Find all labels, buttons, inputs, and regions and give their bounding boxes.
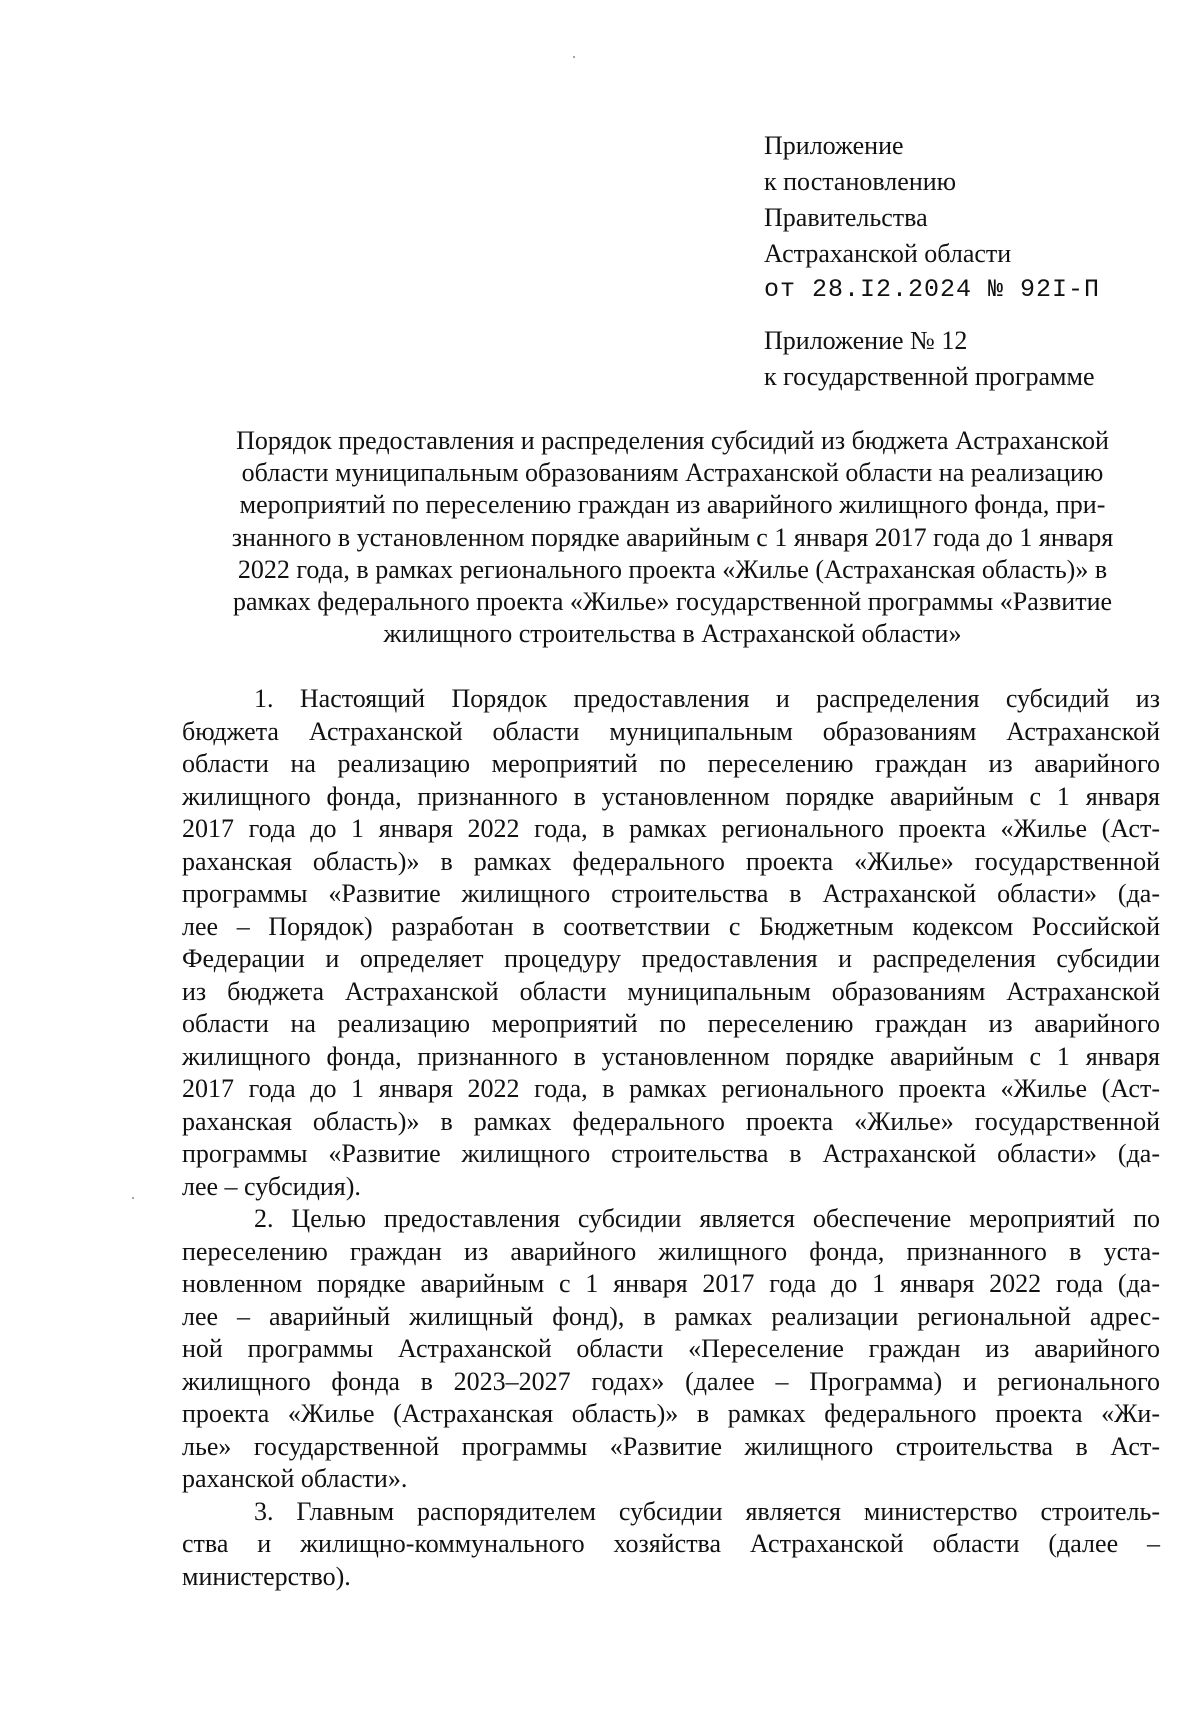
annex-line: к государственной программе: [764, 362, 1095, 391]
annex-line: Приложение № 12: [764, 326, 968, 355]
title-line: знанного в установленном порядке аварийным с 1 января 2017 года до 1 января: [231, 522, 1114, 552]
scan-speck: [132, 1197, 134, 1199]
paragraph-3-line: министерство).: [182, 1561, 351, 1591]
title-line: рамках федерального проекта «Жилье» государственной программы «Развитие: [232, 587, 1113, 617]
paragraph-2-line: жилищного фонда в 2023–2027 годах» (далее – Программа) и регионального: [182, 1366, 1160, 1396]
paragraph-1-line: жилищного фонда, признанного в установленном порядке аварийным с 1 января: [182, 781, 1160, 811]
paragraph-1-line: 2017 года до 1 января 2022 года, в рамках регионального проекта «Жилье (Аст-: [182, 1074, 1160, 1103]
title-line: 2022 года, в рамках регионального проекта «Жилье (Астраханская область)» в: [237, 554, 1108, 584]
paragraph-2-line: проекта «Жилье (Астраханская область)» в рамках федерального проекта «Жи-: [182, 1399, 1160, 1428]
paragraph-1-line: программы «Развитие жилищного строительства в Астраханской области» (да-: [182, 879, 1160, 908]
title-line: Порядок предоставления и распределения субсидий из бюджета Астраханской: [236, 426, 1109, 455]
paragraph-1-line: Федерации и определяет процедуру предоставления и распределения субсидии: [182, 944, 1160, 973]
paragraph-2-line: 2. Целью предоставления субсидии является обеспечение мероприятий по: [254, 1204, 1160, 1233]
paragraph-1-line: программы «Развитие жилищного строительства в Астраханской области» (да-: [182, 1139, 1160, 1168]
paragraph-1-line: бюджета Астраханской области муниципальным образованиям Астраханской: [182, 716, 1160, 746]
annex-block: [764, 323, 1095, 395]
title-line: жилищного строительства в Астраханской области»: [383, 619, 962, 649]
paragraph-2-line: ной программы Астраханской области «Переселение граждан из аварийного: [182, 1334, 1160, 1363]
paragraph-1-line: лее – субсидия).: [182, 1171, 361, 1201]
paragraph-2-line: новленном порядке аварийным с 1 января 2017 года до 1 января 2022 года (да-: [182, 1269, 1160, 1298]
paragraph-3-line: 3. Главным распорядителем субсидии является министерство строитель-: [254, 1496, 1160, 1526]
paragraph-1-line: жилищного фонда, признанного в установленном порядке аварийным с 1 января: [182, 1041, 1160, 1071]
paragraph-2-line: раханской области».: [182, 1464, 408, 1493]
approval-line: Приложение: [764, 131, 904, 160]
paragraph-1-line: области на реализацию мероприятий по переселению граждан из аварийного: [182, 1009, 1160, 1038]
paragraph-1-line: раханская область)» в рамках федерального проекта «Жилье» государственной: [182, 1106, 1160, 1136]
title-line: области муниципальным образованиям Астраханской области на реализацию: [241, 458, 1104, 488]
paragraph-1-line: раханская область)» в рамках федерального проекта «Жилье» государственной: [182, 846, 1160, 876]
approval-block: [764, 128, 1100, 308]
paragraph-1-line: лее – Порядок) разработан в соответствии с Бюджетным кодексом Российской: [182, 911, 1160, 941]
document-title: [185, 425, 1160, 650]
paragraph-1-line: из бюджета Астраханской области муниципальным образованиям Астраханской: [182, 976, 1160, 1006]
approval-line: Астраханской области: [764, 239, 1012, 268]
paragraph-1-line: 2017 года до 1 января 2022 года, в рамках регионального проекта «Жилье (Аст-: [182, 814, 1160, 843]
approval-date-number: от 28.I2.2024 № 92I-П: [764, 275, 1101, 304]
document-body: [182, 683, 1160, 1593]
scan-speck: [573, 56, 575, 58]
approval-line: к постановлению: [764, 167, 957, 196]
paragraph-1-line: 1. Настоящий Порядок предоставления и распределения субсидий из: [254, 684, 1160, 713]
paragraph-2-line: лье» государственной программы «Развитие жилищного строительства в Аст-: [182, 1431, 1160, 1461]
paragraph-3-line: ства и жилищно-коммунального хозяйства Астраханской области (далее –: [182, 1529, 1160, 1558]
title-line: мероприятий по переселению граждан из аварийного жилищного фонда, при-: [239, 490, 1106, 520]
approval-line: Правительства: [764, 203, 928, 232]
paragraph-2-line: переселению граждан из аварийного жилищного фонда, признанного в уста-: [182, 1236, 1160, 1266]
paragraph-2-line: лее – аварийный жилищный фонд), в рамках реализации региональной адрес-: [182, 1301, 1160, 1331]
paragraph-1-line: области на реализацию мероприятий по переселению граждан из аварийного: [182, 749, 1160, 778]
